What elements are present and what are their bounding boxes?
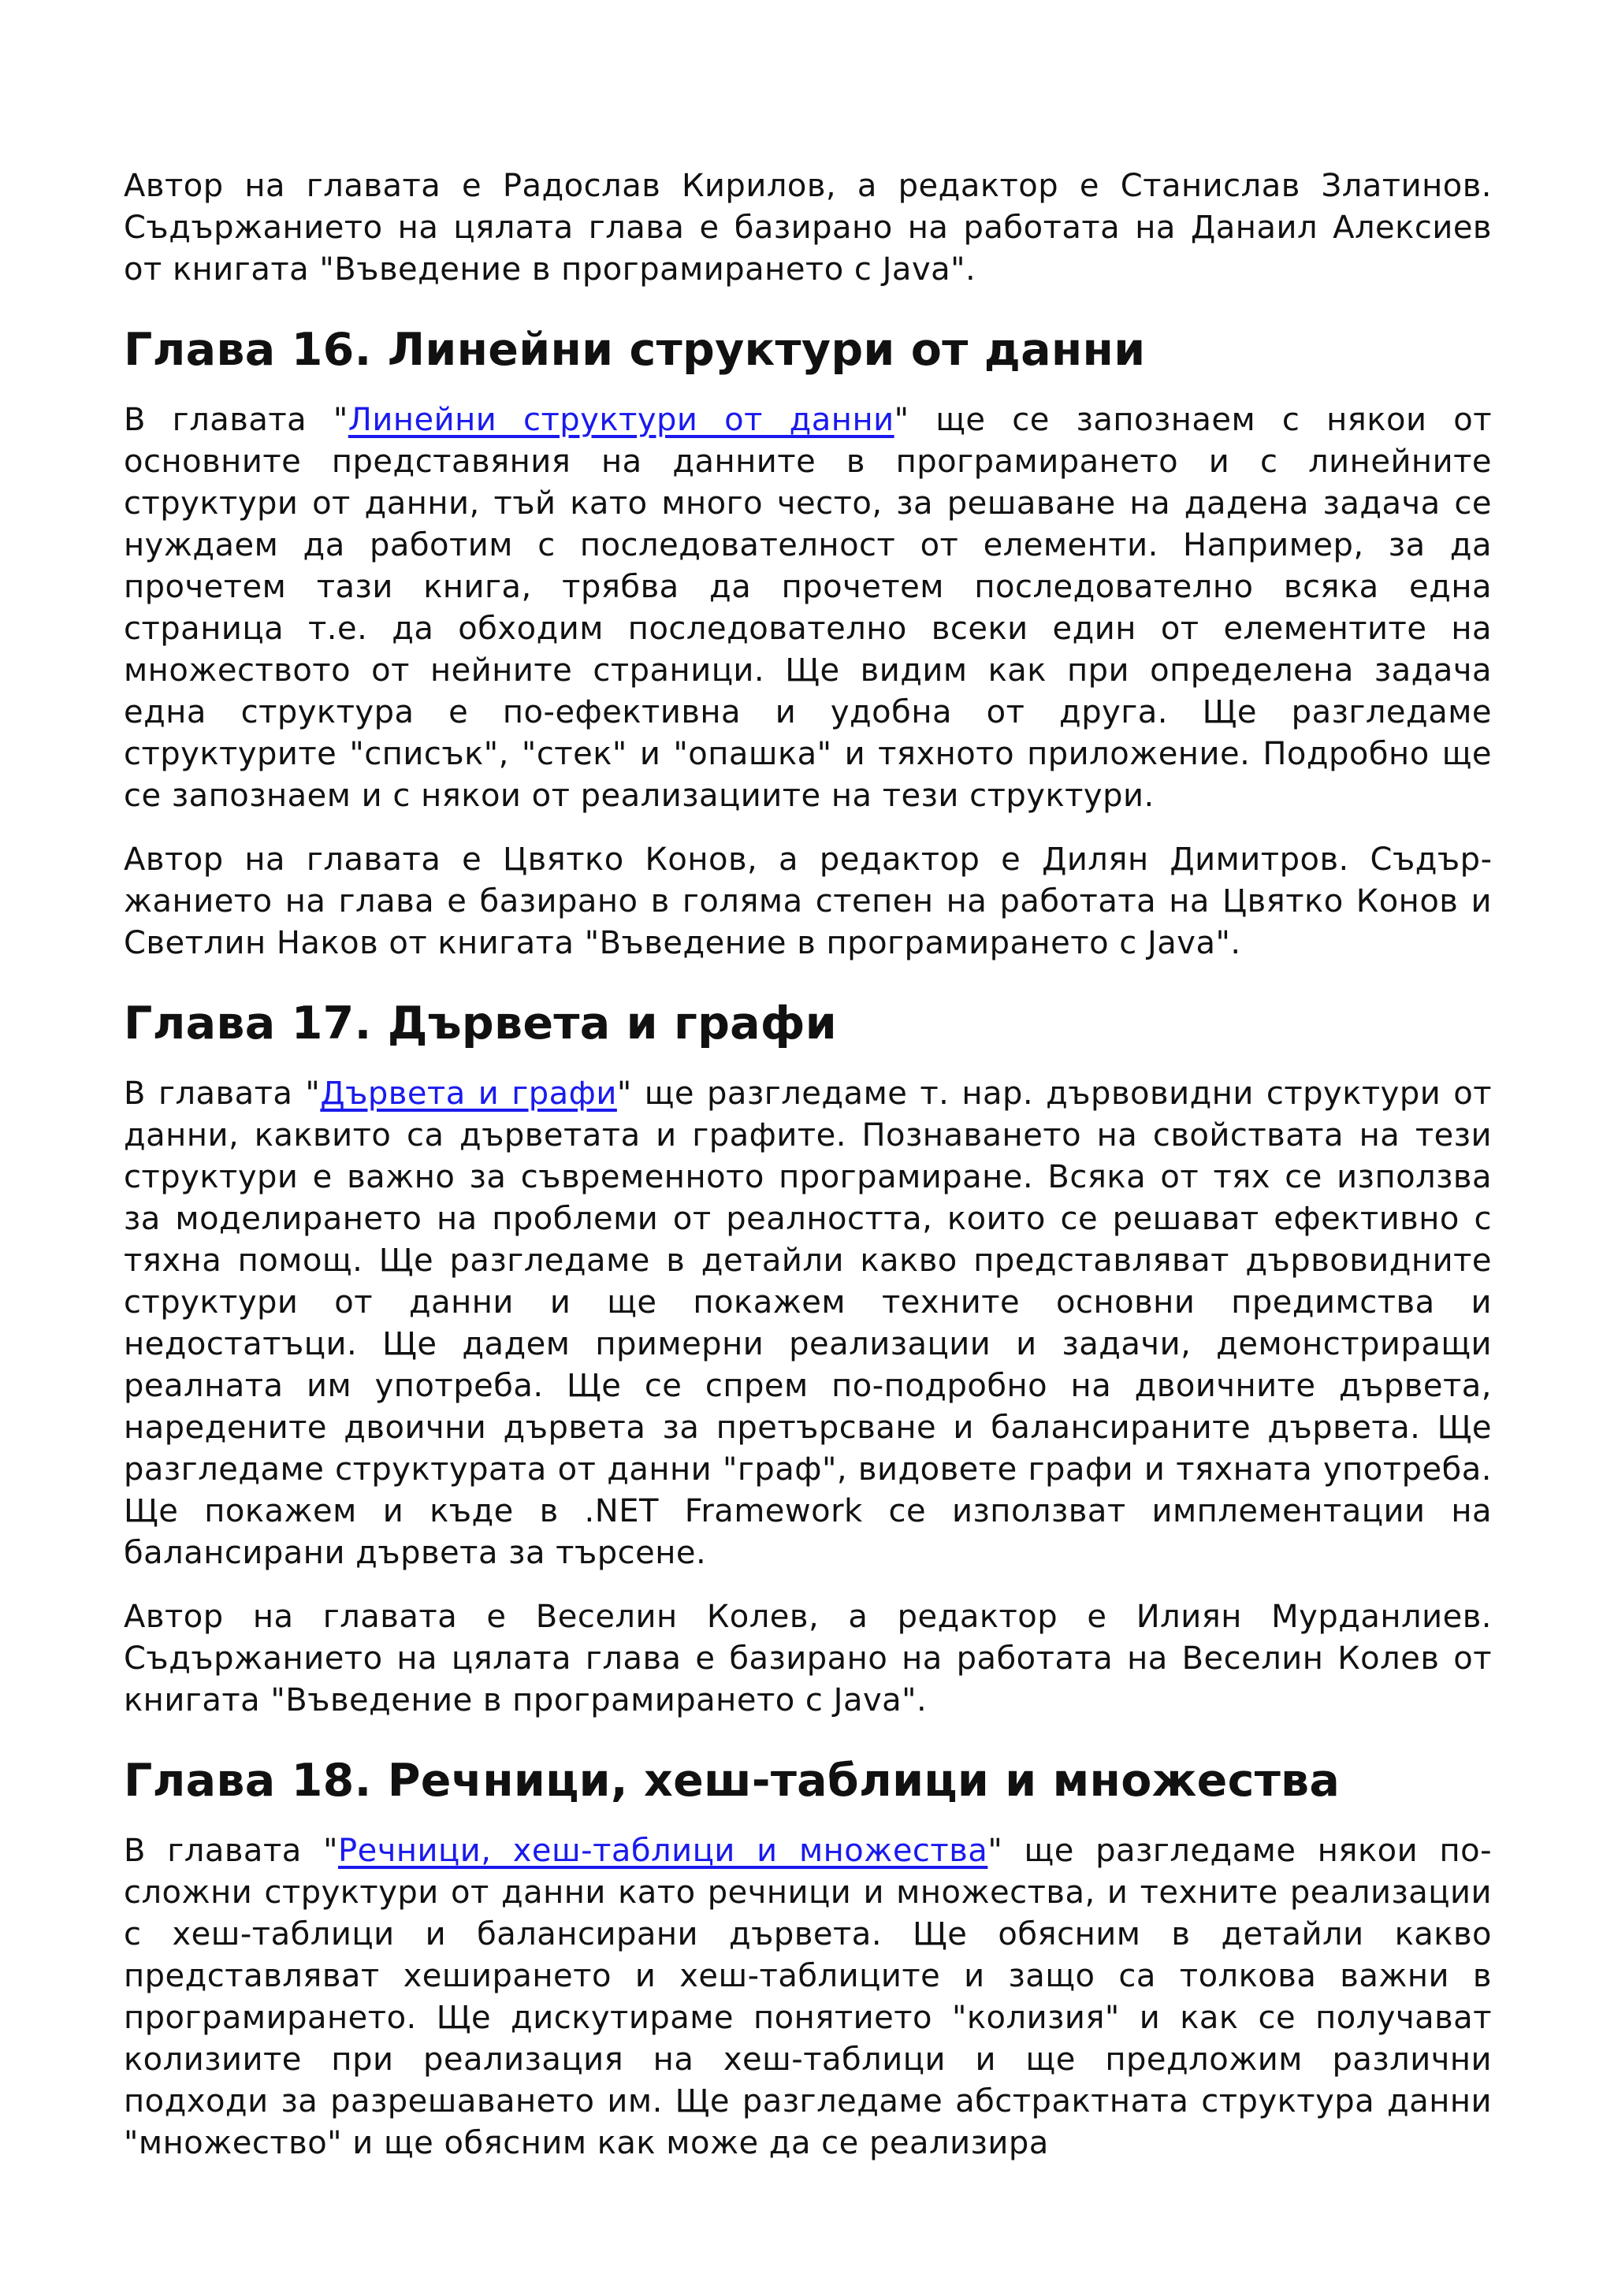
ch16-intro bbox=[124, 399, 1492, 817]
ch18-heading: Глава 18. Речници, хеш-таблици и множества bbox=[124, 1755, 1341, 1807]
ch17-intro-body: " ще разгледаме т. нар. дървовидни структури от данни, каквито са дърветата и графите. Познаването на свойствата на тези структури е важно за съвременното програмиране. Всяка от тях се използва за моделирането на проблеми от реалността, които се решават ефективно с тяхна помощ. Ще разгледаме в детайли какво представляват дървовидните структури от данни и ще покажем техните основни предимства и недостатъци. Ще дадем примерни реализации и задачи, демонстриращи реалната им употреба. Ще се спрем по-подробно на двоичните дървета, наредените двоични дървета за претърсване и балансираните дървета. Ще разгледаме структурата от данни "граф", видовете графи и тяхната употреба. Ще покажем и къде в .NET Framework се използват имплементации на балансирани дървета за търсене. bbox=[124, 1076, 1493, 1571]
ch16-intro-body: " ще се запознаем с някои от основните представяния на данните в програмирането и с линейните структури от данни, тъй като много често, за решаване на дадена задача се нуждаем да работим с последователност от елементи. Например, за да прочетем тази книга, трябва да прочетем последователно всяка една страница т.е. да обходим последователно всеки един от елементите на множеството от нейните страници. Ще видим как при определена задача една структура е по-ефективна и удобна от друга. Ще разгледаме структурите "списък", "стек" и "опашка" и тяхното приложение. Подробно ще се запознаем и с някои от реализациите на тези структури. bbox=[124, 402, 1492, 814]
ch18-intro-body: " ще разгледаме някои по-сложни структури от данни като речници и множества, и техните реализации с хеш-таблици и балансирани дървета. Ще обясним в детайли какво представляват хеширането и хеш-таблиците и защо са толкова важни в програмирането. Ще дискутираме понятието "колизия" и как се получават колизиите при реализация на хеш-таблици и ще предложим различни подходи за разрешаването им. Ще разгледаме абстрактната структура данни "множество" и ще обясним как може да се реализира bbox=[124, 1833, 1493, 2161]
ch15-author-note: Автор на главата е Радослав Кирилов, а редактор е Станислав Златинов. Съдържанието на цялата глава е базирано на работата на Данаил Алексиев от книгата "Въведение в програмирането с Java". bbox=[124, 168, 1492, 288]
ch17-author-note: Автор на главата е Веселин Колев, а редактор е Илиян Мурданлиев. Съдържанието на цялата глава е базирано на работата на Веселин Колев от книгата "Въведение в програмирането с Java". bbox=[124, 1599, 1492, 1718]
ch17-intro-prefix: В главата " bbox=[124, 1076, 321, 1112]
ch17-intro bbox=[124, 1073, 1492, 1574]
document-page bbox=[124, 165, 1492, 2186]
ch18-intro-prefix: В главата " bbox=[124, 1833, 338, 1869]
ch16-author-note: Автор на главата е Цвятко Конов, а редактор е Дилян Димитров. Съдържанието на глава е базирано в голяма степен на работата на Цвятко Конов и Светлин Наков от книгата "Въведение в програмирането с Java". bbox=[124, 841, 1492, 961]
ch16-heading: Глава 16. Линейни структури от данни bbox=[124, 324, 1146, 376]
ch18-link[interactable]: Речници, хеш-таблици и множества bbox=[337, 1833, 988, 1869]
ch17-heading: Глава 17. Дървета и графи bbox=[124, 998, 838, 1050]
ch18-intro bbox=[124, 1830, 1492, 2164]
ch17-link[interactable]: Дървета и графи bbox=[320, 1076, 617, 1112]
ch16-link[interactable]: Линейни структури от данни bbox=[348, 402, 894, 438]
ch16-intro-prefix: В главата " bbox=[124, 402, 348, 438]
